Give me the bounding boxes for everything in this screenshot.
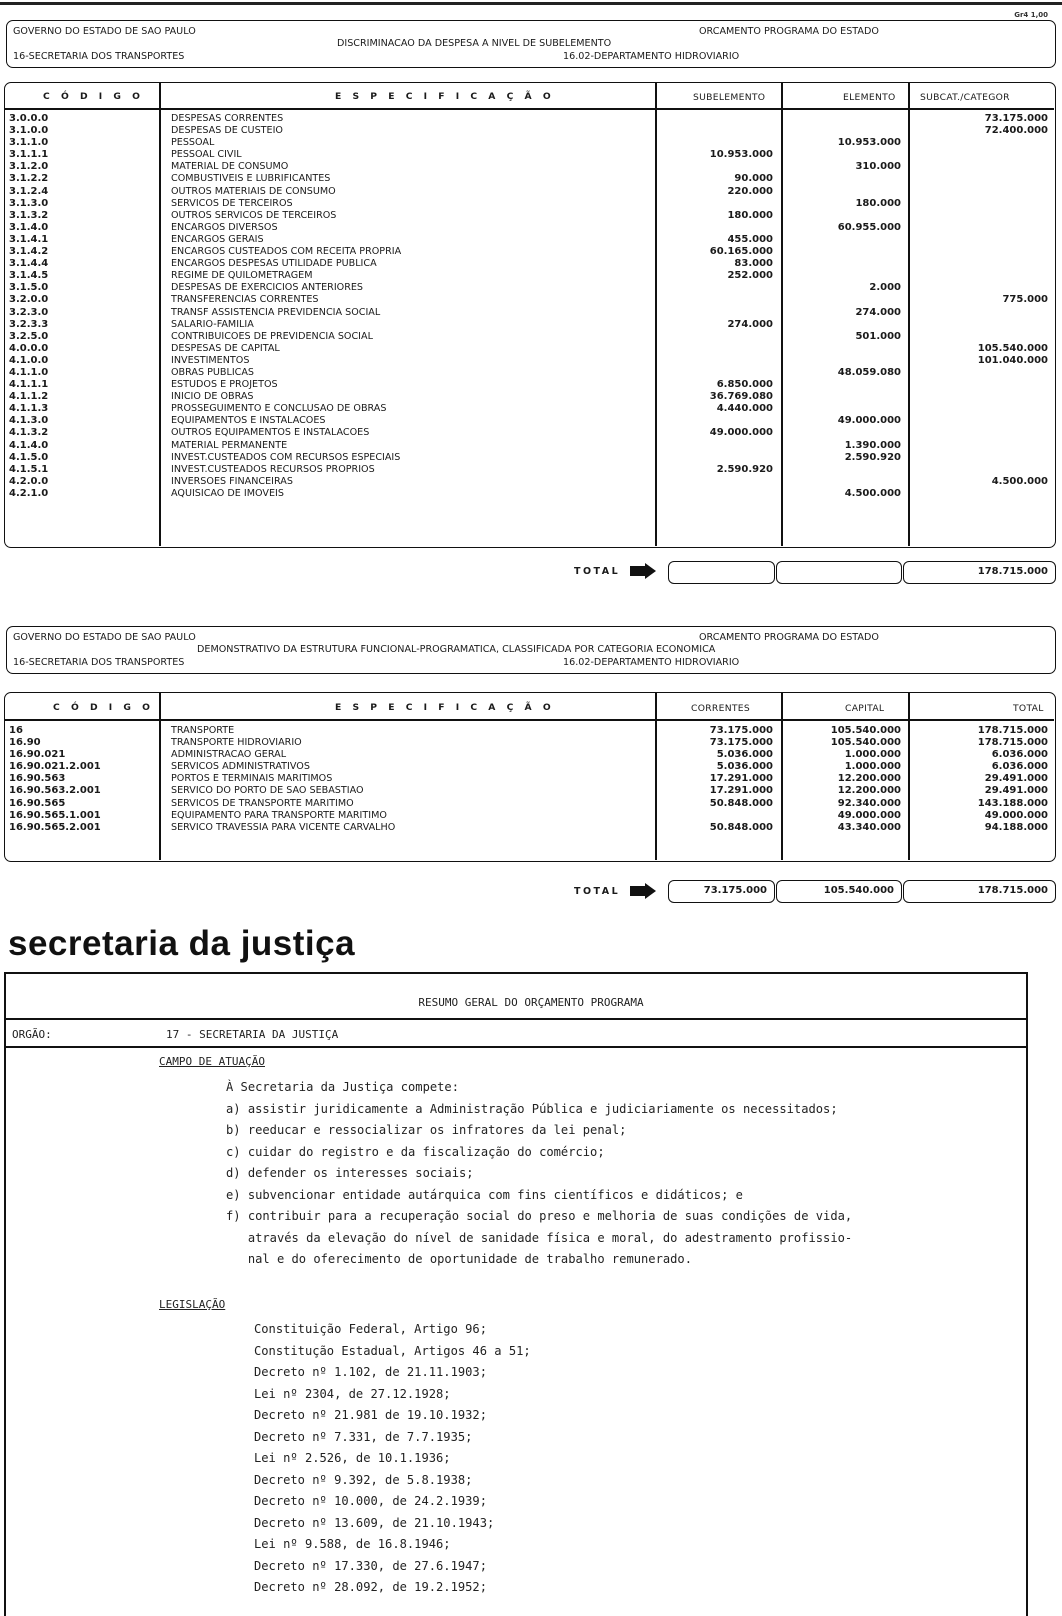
row-code: 3.1.2.2 <box>9 173 49 185</box>
row-description: SERVICOS DE TRANSPORTE MARITIMO <box>171 797 354 809</box>
row-subelemento: 10.953.000 <box>709 149 773 161</box>
row-code: 16.90.563.2.001 <box>9 785 101 797</box>
col-divider <box>908 693 910 860</box>
row-code: 3.1.3.0 <box>9 197 49 209</box>
row-total: 29.491.000 <box>984 785 1048 797</box>
row-subelemento: 455.000 <box>727 233 773 245</box>
row-elemento: 49.000.000 <box>837 415 901 427</box>
report1-elemento-values <box>787 113 901 500</box>
report2-total-correntes: 73.175.000 <box>668 880 775 903</box>
row-code: 16.90.565.1.001 <box>9 809 101 821</box>
row-description: AQUISICAO DE IMOVEIS <box>171 487 284 499</box>
row-categoria <box>913 307 1048 319</box>
row-subelemento: 36.769.080 <box>709 391 773 403</box>
row-description: OUTROS MATERIAIS DE CONSUMO <box>171 185 336 197</box>
row-elemento: 2.590.920 <box>844 451 901 463</box>
report1-table <box>4 82 1056 548</box>
row-categoria <box>913 415 1048 427</box>
row-total: 143.188.000 <box>977 797 1048 809</box>
row-description: MATERIAL PERMANENTE <box>171 439 288 451</box>
row-description: PORTOS E TERMINAIS MARITIMOS <box>171 773 333 785</box>
row-categoria <box>913 331 1048 343</box>
row-categoria <box>913 319 1048 331</box>
row-code: 4.1.1.2 <box>9 391 49 403</box>
report2-total-values <box>913 725 1048 834</box>
col-divider <box>908 83 910 546</box>
legislacao-item: Decreto nº 17.330, de 27.6.1947; <box>254 1558 487 1573</box>
row-categoria <box>913 427 1048 439</box>
row-description: ADMINISTRACAO GERAL <box>171 749 287 761</box>
col-divider <box>655 693 657 860</box>
row-categoria <box>913 391 1048 403</box>
row-total: 49.000.000 <box>984 809 1048 821</box>
col-divider <box>781 693 783 860</box>
row-capital: 49.000.000 <box>837 809 901 821</box>
orgao-label: ORGÃO: <box>12 1028 52 1041</box>
col-header-codigo: C Ó D I G O <box>53 702 154 713</box>
row-correntes <box>661 810 773 822</box>
report2-total-capital: 105.540.000 <box>776 880 902 903</box>
row-code: 3.1.4.4 <box>9 258 49 270</box>
row-code: 3.1.2.4 <box>9 185 49 197</box>
row-elemento <box>787 343 901 355</box>
row-elemento: 310.000 <box>855 161 901 173</box>
report2-secretaria: 16-SECRETARIA DOS TRANSPORTES <box>13 657 185 668</box>
row-categoria <box>913 173 1048 185</box>
campo-de-atuacao-heading: CAMPO DE ATUAÇÃO <box>159 1055 265 1068</box>
row-code: 16.90.565 <box>9 797 66 809</box>
report2-total-total: 178.715.000 <box>903 880 1056 903</box>
row-elemento <box>787 391 901 403</box>
row-subelemento <box>661 137 773 149</box>
row-subelemento <box>661 367 773 379</box>
report2-codes <box>9 725 149 834</box>
row-categoria: 72.400.000 <box>984 125 1048 137</box>
col-header-elemento: ELEMENTO <box>843 92 896 103</box>
row-subelemento <box>661 476 773 488</box>
col-header-especificacao: E S P E C I F I C A Ç Ã O <box>335 91 555 102</box>
report2-table <box>4 692 1056 862</box>
row-code: 4.1.5.0 <box>9 451 49 463</box>
campo-line: através da elevação do nível de sanidade física e moral, do adestramento profissio- <box>226 1230 853 1245</box>
row-categoria <box>913 488 1048 500</box>
row-elemento: 274.000 <box>855 306 901 318</box>
row-elemento: 180.000 <box>855 197 901 209</box>
row-capital: 92.340.000 <box>837 797 901 809</box>
row-description: DESPESAS DE EXERCICIOS ANTERIORES <box>171 282 364 294</box>
row-categoria <box>913 270 1048 282</box>
row-elemento <box>787 186 901 198</box>
col-divider <box>159 693 161 860</box>
report2-total-label: TOTAL <box>574 886 621 897</box>
row-code: 16.90.565.2.001 <box>9 821 101 833</box>
row-elemento <box>787 149 901 161</box>
row-elemento <box>787 379 901 391</box>
row-subelemento <box>661 343 773 355</box>
report1-report-title: DISCRIMINACAO DA DESPESA A NIVEL DE SUBELEMENTO <box>337 38 612 49</box>
row-correntes: 50.848.000 <box>709 821 773 833</box>
row-subelemento: 49.000.000 <box>709 427 773 439</box>
campo-line: nal e do oferecimento de oportunidade de trabalho remunerado. <box>226 1252 692 1266</box>
row-categoria <box>913 161 1048 173</box>
legislacao-item: Constituição Federal, Artigo 96; <box>254 1322 487 1336</box>
report1-departamento: 16.02-DEPARTAMENTO HIDROVIARIO <box>563 51 740 62</box>
legislacao-item: Lei nº 2304, de 27.12.1928; <box>254 1386 451 1401</box>
row-elemento: 60.955.000 <box>837 221 901 233</box>
row-elemento <box>787 464 901 476</box>
row-description: INVEST.CUSTEADOS COM RECURSOS ESPECIAIS <box>171 451 401 463</box>
row-code: 3.1.0.0 <box>9 125 49 137</box>
row-description: PESSOAL CIVIL <box>171 149 242 161</box>
row-code: 3.1.5.0 <box>9 282 49 294</box>
row-subelemento <box>661 307 773 319</box>
row-total: 6.036.000 <box>991 749 1048 761</box>
row-subelemento: 6.850.000 <box>716 379 773 391</box>
row-description: INVERSOES FINANCEIRAS <box>171 475 293 487</box>
row-correntes: 17.291.000 <box>709 785 773 797</box>
row-description: DESPESAS DE CUSTEIO <box>171 125 283 137</box>
row-elemento: 501.000 <box>855 330 901 342</box>
row-capital: 43.340.000 <box>837 821 901 833</box>
campo-line: a) assistir juridicamente a Administração Pública e judiciariamente os necessitados; <box>226 1101 838 1116</box>
row-description: DESPESAS DE CAPITAL <box>171 342 280 354</box>
row-capital: 105.540.000 <box>830 737 901 749</box>
row-elemento <box>787 234 901 246</box>
row-code: 3.2.0.0 <box>9 294 49 306</box>
row-elemento <box>787 125 901 137</box>
legislacao-item: Decreto nº 1.102, de 21.11.1903; <box>254 1365 487 1379</box>
orgao-value: 17 - SECRETARIA DA JUSTIÇA <box>166 1028 339 1041</box>
report1-gov-title: GOVERNO DO ESTADO DE SAO PAULO <box>13 26 196 37</box>
row-description: OUTROS EQUIPAMENTOS E INSTALACOES <box>171 427 370 439</box>
report1-total-subelemento <box>668 561 775 584</box>
row-categoria <box>913 149 1048 161</box>
row-code: 4.1.3.2 <box>9 427 49 439</box>
row-elemento: 4.500.000 <box>844 487 901 499</box>
row-capital: 1.000.000 <box>844 761 901 773</box>
row-description: TRANSFERENCIAS CORRENTES <box>171 294 319 306</box>
row-subelemento: 4.440.000 <box>716 403 773 415</box>
legislacao-item: Decreto nº 7.331, de 7.7.1935; <box>254 1429 473 1444</box>
row-elemento <box>787 319 901 331</box>
row-subelemento: 2.590.920 <box>716 463 773 475</box>
row-description: ENCARGOS DESPESAS UTILIDADE PUBLICA <box>171 258 377 270</box>
row-code: 3.2.5.0 <box>9 330 49 342</box>
row-code: 4.2.1.0 <box>9 487 49 499</box>
row-total: 178.715.000 <box>977 725 1048 736</box>
legislacao-item: Lei nº 2.526, de 10.1.1936; <box>254 1451 451 1465</box>
row-subelemento <box>661 282 773 294</box>
row-code: 16.90 <box>9 737 41 749</box>
row-categoria <box>913 210 1048 222</box>
row-subelemento <box>661 113 773 125</box>
page-top-rule <box>0 2 1062 5</box>
row-elemento: 2.000 <box>869 282 901 294</box>
row-subelemento <box>661 331 773 343</box>
legislacao-item: Decreto nº 13.609, de 21.10.1943; <box>254 1515 495 1530</box>
campo-line: f) contribuir para a recuperação social do preso e melhoria de suas condições de vida, <box>226 1209 853 1223</box>
row-description: INVEST.CUSTEADOS RECURSOS PROPRIOS <box>171 463 375 475</box>
report1-total-label: TOTAL <box>574 566 621 577</box>
row-elemento <box>787 113 901 125</box>
report2-correntes-values <box>661 725 773 834</box>
row-description: ESTUDOS E PROJETOS <box>171 379 278 391</box>
row-code: 3.1.4.2 <box>9 246 49 258</box>
row-elemento <box>787 246 901 258</box>
arrow-right-icon <box>630 563 656 579</box>
row-description: CONTRIBUICOES DE PREVIDENCIA SOCIAL <box>171 330 373 342</box>
row-categoria <box>913 137 1048 149</box>
col-header-especificacao: E S P E C I F I C A Ç Ã O <box>335 702 555 713</box>
row-elemento: 10.953.000 <box>837 137 901 149</box>
row-subelemento: 180.000 <box>727 209 773 221</box>
legislacao-item: Decreto nº 9.392, de 5.8.1938; <box>254 1472 473 1487</box>
campo-line: d) defender os interesses sociais; <box>226 1166 474 1180</box>
report2-report-title: DEMONSTRATIVO DA ESTRUTURA FUNCIONAL-PROGRAMATICA, CLASSIFICADA POR CATEGORIA ECONOMICA <box>197 644 716 655</box>
row-categoria <box>913 198 1048 210</box>
row-code: 3.1.1.1 <box>9 149 49 161</box>
legislacao-item: Lei nº 9.588, de 16.8.1946; <box>254 1537 451 1551</box>
row-description: TRANSF ASSISTENCIA PREVIDENCIA SOCIAL <box>171 306 381 318</box>
row-subelemento <box>661 415 773 427</box>
row-categoria <box>913 379 1048 391</box>
row-categoria: 775.000 <box>1002 294 1048 306</box>
campo-line: b) reeducar e ressocializar os infratores da lei penal; <box>226 1123 627 1137</box>
row-description: PESSOAL <box>171 137 215 149</box>
report1-codes <box>9 113 149 500</box>
row-categoria <box>913 403 1048 415</box>
row-subelemento: 252.000 <box>727 270 773 282</box>
report1-program-title: ORCAMENTO PROGRAMA DO ESTADO <box>699 26 879 37</box>
row-elemento <box>787 403 901 415</box>
row-elemento <box>787 270 901 282</box>
row-description: OUTROS SERVICOS DE TERCEIROS <box>171 209 337 221</box>
row-code: 4.1.1.3 <box>9 403 49 415</box>
row-subelemento: 274.000 <box>727 318 773 330</box>
row-correntes: 73.175.000 <box>709 725 773 736</box>
report2-gov-title: GOVERNO DO ESTADO DE SAO PAULO <box>13 632 196 643</box>
row-correntes: 17.291.000 <box>709 773 773 785</box>
row-subelemento <box>661 198 773 210</box>
row-categoria <box>913 440 1048 452</box>
row-description: TRANSPORTE HIDROVIARIO <box>171 737 302 749</box>
row-total: 94.188.000 <box>984 821 1048 833</box>
row-subelemento: 220.000 <box>727 185 773 197</box>
header-divider <box>5 108 1054 110</box>
report2-program-title: ORCAMENTO PROGRAMA DO ESTADO <box>699 632 879 643</box>
row-code: 3.2.3.0 <box>9 306 49 318</box>
report2-capital-values <box>787 725 901 834</box>
row-description: MATERIAL DE CONSUMO <box>171 161 289 173</box>
col-header-codigo: C Ó D I G O <box>43 91 144 102</box>
row-elemento <box>787 427 901 439</box>
section-title: secretaria da justiça <box>8 924 356 963</box>
row-code: 4.2.0.0 <box>9 475 49 487</box>
row-code: 4.1.4.0 <box>9 439 49 451</box>
report1-header-box <box>6 20 1056 68</box>
legislacao-item: Decreto nº 28.092, de 19.2.1952; <box>254 1580 487 1594</box>
row-elemento: 48.059.080 <box>837 366 901 378</box>
row-code: 3.1.4.5 <box>9 270 49 282</box>
row-code: 16.90.021.2.001 <box>9 761 101 773</box>
row-capital: 105.540.000 <box>830 725 901 736</box>
row-total: 29.491.000 <box>984 773 1048 785</box>
legislacao-heading: LEGISLAÇÃO <box>159 1298 226 1311</box>
arrow-right-icon <box>630 883 656 899</box>
row-categoria <box>913 234 1048 246</box>
report1-descriptions <box>171 113 651 500</box>
row-subelemento: 60.165.000 <box>709 246 773 258</box>
row-subelemento <box>661 488 773 500</box>
row-code: 4.1.1.1 <box>9 379 49 391</box>
page-reference: Gr4 1,00 <box>1014 11 1048 19</box>
row-subelemento <box>661 294 773 306</box>
row-description: SERVICO TRAVESSIA PARA VICENTE CARVALHO <box>171 821 396 833</box>
row-description: INVESTIMENTOS <box>171 354 250 366</box>
row-elemento <box>787 210 901 222</box>
report2-header-box <box>6 626 1056 674</box>
row-description: ENCARGOS CUSTEADOS COM RECEITA PROPRIA <box>171 246 402 258</box>
resumo-title: RESUMO GERAL DO ORÇAMENTO PROGRAMA <box>418 996 644 1009</box>
row-description: INICIO DE OBRAS <box>171 391 254 403</box>
row-categoria <box>913 464 1048 476</box>
resumo-divider <box>4 1046 1028 1048</box>
row-capital: 12.200.000 <box>837 785 901 797</box>
row-categoria <box>913 282 1048 294</box>
report2-descriptions <box>171 725 651 834</box>
report1-subelemento-values <box>661 113 773 500</box>
row-correntes: 73.175.000 <box>709 737 773 749</box>
header-divider <box>5 719 1054 721</box>
col-header-correntes: CORRENTES <box>691 703 751 714</box>
row-code: 16 <box>9 725 23 736</box>
legislacao-item: Decreto nº 21.981 de 19.10.1932; <box>254 1408 487 1422</box>
resumo-frame <box>4 972 1028 1616</box>
row-description: PROSSEGUIMENTO E CONCLUSAO DE OBRAS <box>171 403 387 415</box>
row-description: SERVICO DO PORTO DE SAO SEBASTIAO <box>171 785 364 797</box>
row-description: SERVICOS ADMINISTRATIVOS <box>171 761 310 773</box>
row-description: EQUIPAMENTO PARA TRANSPORTE MARITIMO <box>171 809 387 821</box>
row-categoria <box>913 452 1048 464</box>
row-code: 16.90.563 <box>9 773 66 785</box>
row-categoria: 101.040.000 <box>977 354 1048 366</box>
row-code: 4.0.0.0 <box>9 342 49 354</box>
legislacao-item: Decreto nº 10.000, de 24.2.1939; <box>254 1494 487 1508</box>
row-subelemento <box>661 161 773 173</box>
row-subelemento: 90.000 <box>734 173 773 185</box>
row-categoria <box>913 367 1048 379</box>
campo-line: e) subvencionar entidade autárquica com fins científicos e didáticos; e <box>226 1187 743 1202</box>
report1-categoria-values <box>913 113 1048 500</box>
col-divider <box>159 83 161 546</box>
campo-line: À Secretaria da Justiça compete: <box>226 1080 459 1094</box>
row-code: 3.1.3.2 <box>9 209 49 221</box>
row-description: EQUIPAMENTOS E INSTALACOES <box>171 415 326 427</box>
row-code: 3.1.2.0 <box>9 161 49 173</box>
report2-departamento: 16.02-DEPARTAMENTO HIDROVIARIO <box>563 657 740 668</box>
row-code: 4.1.1.0 <box>9 366 49 378</box>
col-header-capital: CAPITAL <box>845 703 885 714</box>
row-description: SALARIO-FAMILIA <box>171 318 254 330</box>
row-correntes: 50.848.000 <box>709 797 773 809</box>
row-categoria <box>913 186 1048 198</box>
row-code: 3.1.1.0 <box>9 137 49 149</box>
row-elemento <box>787 355 901 367</box>
row-elemento: 1.390.000 <box>844 439 901 451</box>
row-code: 4.1.3.0 <box>9 415 49 427</box>
row-code: 4.1.5.1 <box>9 463 49 475</box>
row-description: ENCARGOS GERAIS <box>171 233 264 245</box>
row-elemento <box>787 294 901 306</box>
row-categoria <box>913 258 1048 270</box>
col-header-subelemento: SUBELEMENTO <box>693 92 766 103</box>
row-code: 16.90.021 <box>9 749 66 761</box>
row-capital: 12.200.000 <box>837 773 901 785</box>
row-subelemento <box>661 452 773 464</box>
row-subelemento: 83.000 <box>734 258 773 270</box>
row-capital: 1.000.000 <box>844 749 901 761</box>
row-description: ENCARGOS DIVERSOS <box>171 221 278 233</box>
row-subelemento <box>661 440 773 452</box>
col-header-subcat: SUBCAT./CATEGOR <box>920 92 1010 103</box>
row-total: 6.036.000 <box>991 761 1048 773</box>
col-divider <box>655 83 657 546</box>
row-correntes: 5.036.000 <box>716 749 773 761</box>
report1-total-categoria: 178.715.000 <box>903 561 1056 584</box>
row-categoria: 105.540.000 <box>977 342 1048 354</box>
col-divider <box>781 83 783 546</box>
row-code: 3.1.4.0 <box>9 221 49 233</box>
row-categoria <box>913 246 1048 258</box>
report1-secretaria: 16-SECRETARIA DOS TRANSPORTES <box>13 51 185 62</box>
legislacao-item: Constitução Estadual, Artigos 46 a 51; <box>254 1343 531 1358</box>
row-elemento <box>787 476 901 488</box>
row-description: SERVICOS DE TERCEIROS <box>171 197 293 209</box>
row-description: OBRAS PUBLICAS <box>171 366 255 378</box>
row-description: COMBUSTIVEIS E LUBRIFICANTES <box>171 173 331 185</box>
row-code: 3.2.3.3 <box>9 318 49 330</box>
row-code: 3.0.0.0 <box>9 113 49 124</box>
campo-line: c) cuidar do registro e da fiscalização do comércio; <box>226 1144 605 1159</box>
row-categoria <box>913 222 1048 234</box>
row-elemento <box>787 258 901 270</box>
row-description: TRANSPORTE <box>171 725 235 736</box>
row-categoria: 73.175.000 <box>984 113 1048 124</box>
row-subelemento <box>661 222 773 234</box>
row-categoria: 4.500.000 <box>991 475 1048 487</box>
row-subelemento <box>661 125 773 137</box>
resumo-divider <box>4 1018 1028 1020</box>
row-correntes: 5.036.000 <box>716 761 773 773</box>
col-header-total: TOTAL <box>1013 703 1044 714</box>
row-description: DESPESAS CORRENTES <box>171 113 284 124</box>
row-elemento <box>787 173 901 185</box>
row-subelemento <box>661 355 773 367</box>
report1-total-elemento <box>776 561 902 584</box>
row-code: 4.1.0.0 <box>9 354 49 366</box>
row-code: 3.1.4.1 <box>9 233 49 245</box>
row-total: 178.715.000 <box>977 737 1048 749</box>
row-description: REGIME DE QUILOMETRAGEM <box>171 270 313 282</box>
